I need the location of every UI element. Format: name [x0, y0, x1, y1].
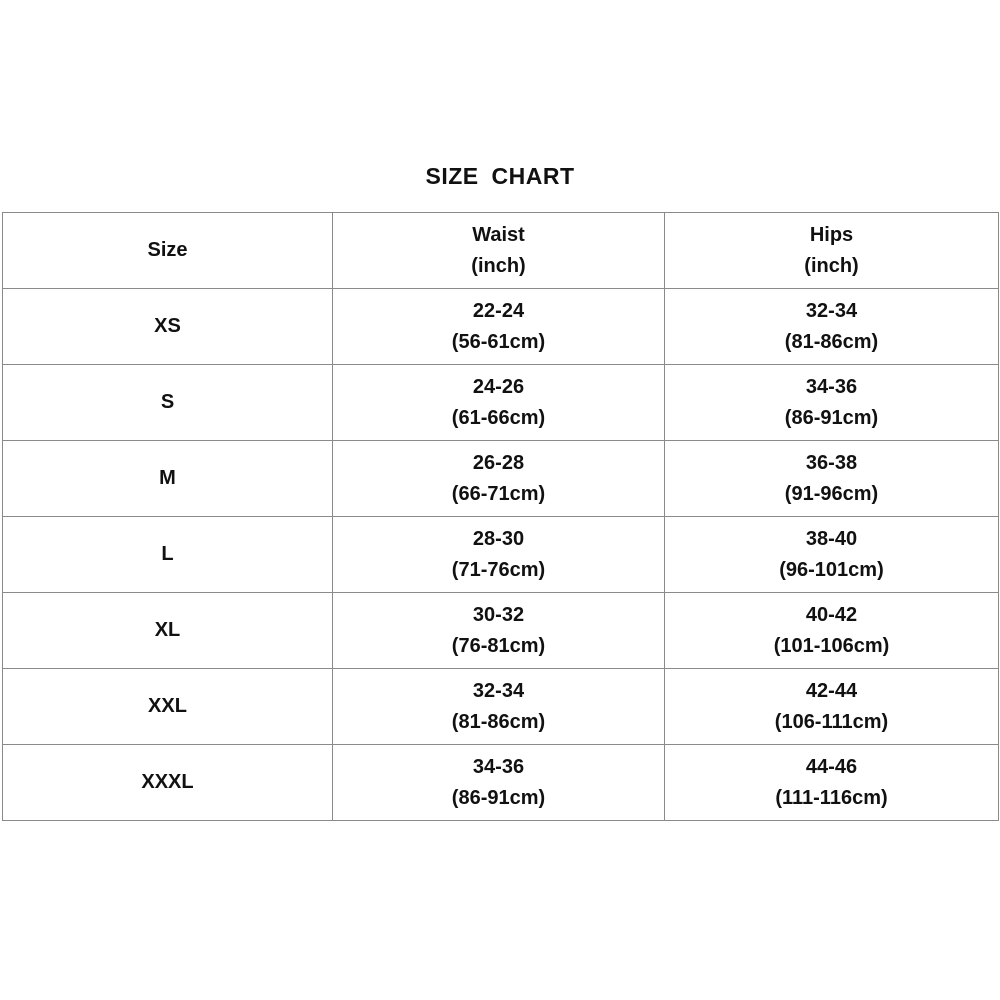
- size-cell: [3, 517, 333, 593]
- waist-cell: [333, 365, 665, 441]
- waist-inch-value: 26-28: [472, 451, 525, 474]
- hips-cm-value: (101-106cm): [773, 634, 890, 657]
- waist-cell: [333, 289, 665, 365]
- header-size-label: Size: [147, 239, 188, 261]
- waist-inch-value: 30-32: [472, 603, 525, 626]
- size-cell: [3, 289, 333, 365]
- hips-inch-value: 40-42: [805, 603, 858, 626]
- waist-cell: [333, 593, 665, 669]
- waist-cell: [333, 669, 665, 745]
- table-row: [3, 441, 999, 517]
- header-waist-label: Waist: [472, 223, 525, 246]
- waist-cm-value: (56-61cm): [451, 330, 546, 353]
- hips-cm-value: (96-101cm): [779, 558, 884, 581]
- hips-cell: [665, 365, 999, 441]
- header-hips-label: Hips: [809, 223, 854, 246]
- size-cell: [3, 669, 333, 745]
- waist-inch-value: 32-34: [472, 679, 525, 702]
- header-waist: [333, 213, 665, 289]
- hips-inch-value: 36-38: [805, 451, 858, 474]
- hips-inch-value: 44-46: [805, 755, 858, 778]
- size-value: L: [161, 543, 174, 565]
- size-cell: [3, 365, 333, 441]
- waist-cm-value: (86-91cm): [451, 786, 546, 809]
- size-chart-table: [2, 212, 999, 821]
- hips-cm-value: (91-96cm): [784, 482, 879, 505]
- hips-cell: [665, 745, 999, 821]
- size-value: XS: [154, 315, 181, 337]
- hips-cell: [665, 517, 999, 593]
- header-hips-unit: (inch): [804, 254, 859, 277]
- waist-cm-value: (81-86cm): [451, 710, 546, 733]
- hips-inch-value: 32-34: [805, 299, 858, 322]
- size-cell: [3, 593, 333, 669]
- table-row: [3, 365, 999, 441]
- waist-cell: [333, 745, 665, 821]
- waist-cm-value: (71-76cm): [451, 558, 546, 581]
- hips-cell: [665, 669, 999, 745]
- waist-inch-value: 22-24: [472, 299, 525, 322]
- table-row: [3, 745, 999, 821]
- hips-cm-value: (111-116cm): [775, 786, 888, 809]
- waist-cm-value: (66-71cm): [451, 482, 546, 505]
- hips-cell: [665, 593, 999, 669]
- size-value: S: [160, 391, 175, 413]
- waist-inch-value: 34-36: [472, 755, 525, 778]
- header-hips: [665, 213, 999, 289]
- size-value: XXXL: [141, 771, 194, 793]
- waist-cell: [333, 517, 665, 593]
- waist-cell: [333, 441, 665, 517]
- hips-inch-value: 38-40: [805, 527, 858, 550]
- hips-cell: [665, 441, 999, 517]
- waist-inch-value: 24-26: [472, 375, 525, 398]
- page-title: SIZE CHART: [425, 163, 575, 189]
- waist-inch-value: 28-30: [472, 527, 525, 550]
- waist-cm-value: (61-66cm): [451, 406, 546, 429]
- table-row: [3, 593, 999, 669]
- header-size: [3, 213, 333, 289]
- table-row: [3, 669, 999, 745]
- hips-cm-value: (86-91cm): [784, 406, 879, 429]
- header-waist-unit: (inch): [471, 254, 526, 277]
- hips-cm-value: (106-111cm): [774, 710, 889, 733]
- table-body: [3, 289, 999, 821]
- size-cell: [3, 441, 333, 517]
- hips-inch-value: 42-44: [805, 679, 858, 702]
- size-value: XL: [154, 619, 181, 641]
- waist-cm-value: (76-81cm): [451, 634, 546, 657]
- size-value: M: [159, 467, 176, 489]
- size-value: XXL: [148, 695, 187, 717]
- hips-inch-value: 34-36: [805, 375, 858, 398]
- hips-cell: [665, 289, 999, 365]
- hips-cm-value: (81-86cm): [784, 330, 879, 353]
- table-row: [3, 289, 999, 365]
- table-header-row: [3, 213, 999, 289]
- size-cell: [3, 745, 333, 821]
- table-row: [3, 517, 999, 593]
